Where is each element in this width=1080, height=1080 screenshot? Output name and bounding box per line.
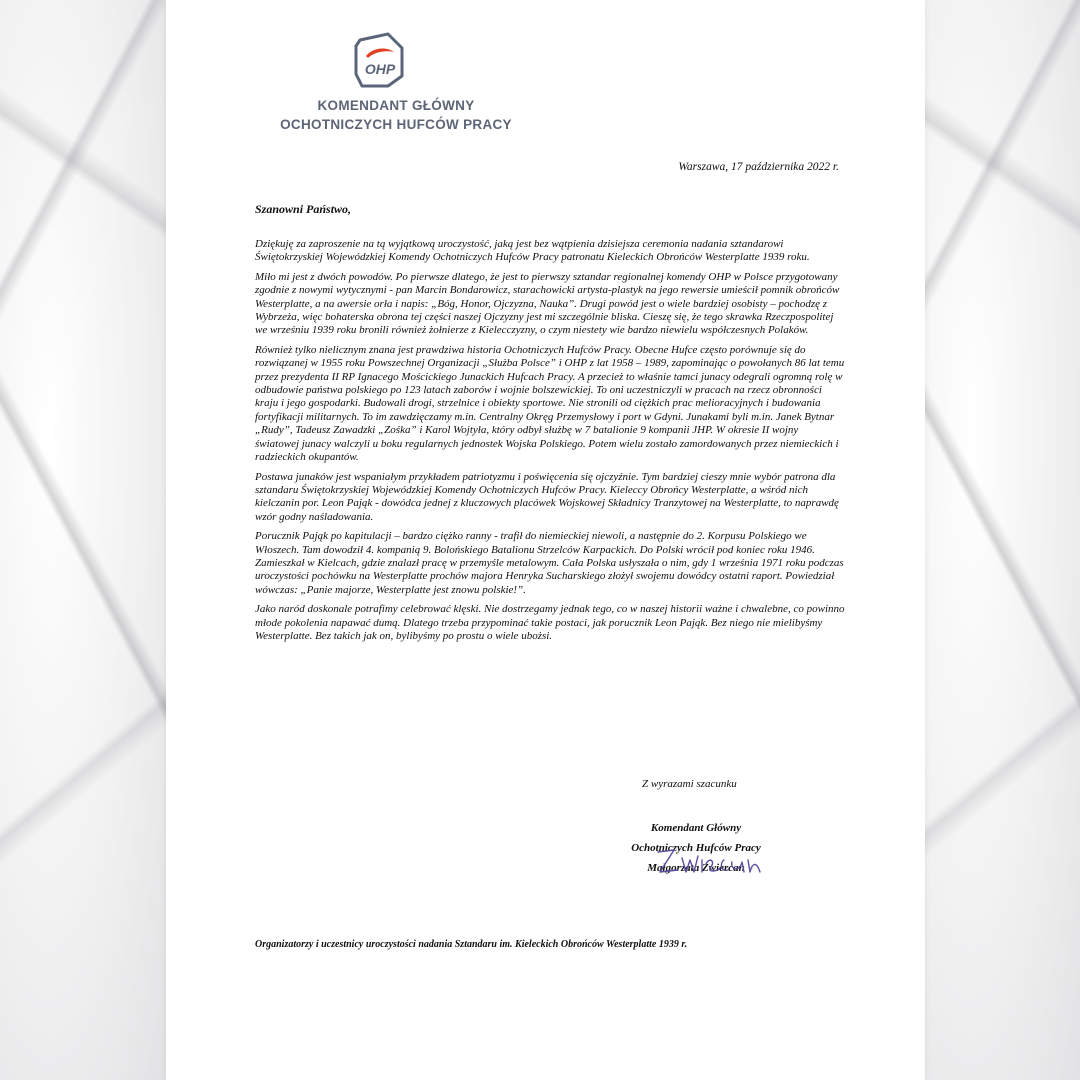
letter-page bbox=[166, 0, 925, 1080]
salutation: Szanowni Państwo, bbox=[255, 202, 352, 216]
paragraph-4: Postawa junaków jest wspaniałym przykładem patriotyzmu i poświęcenia się ojczyźnie. Tym bardziej cieszy mnie wybór patrona dla sztandaru Świętokrzyskiej Wojewódzkiej Komendy Ochotniczych Hufców Pracy. Kieleccy Obrońcy Westerplatte, a wśród nich kielczanin por. Leon Pająk - dowódca jednej z kluczowych placówek Wojskowej Składnicy Tranzytowej na Westerplatte, to naprawdę wzór godny naśladowania. bbox=[255, 470, 839, 523]
org-line-2: OCHOTNICZYCH HUFCÓW PRACY bbox=[280, 117, 512, 132]
signatory-name: Małgorzata Zwiercan bbox=[647, 862, 745, 874]
paragraph-3: Również tylko nielicznym znana jest prawdziwa historia Ochotniczych Hufców Pracy. Obecne Hufce często porównuje się do rozwiązanej w 1955 roku Powszechnej Organizacji „Służba Polsce” i OHP z lat 1958 – 1989, zapominając o powołanych 86 lat temu przez prezydenta II RP Ignacego Mościckiego Junackich Hufcach Pracy. A przecież to właśnie tamci junacy odegrali ogromną rolę w odbudowie państwa polskiego po 123 latach zaborów i wojnie bolszewickiej. To oni uczestniczyli w pracach na rzecz obronności kraju i jego gospodarki. Budowali drogi, strzelnice i obiekty sportowe. Nie stronili od ciężkich prac melioracyjnych i budowania fortyfikacji militarnych. To im zawdzięczamy m.in. Centralny Okręg Przemysłowy i port w Gdyni. Junakami byli m.in. Janek Bytnar „Rudy”, Tadeusz Zawadzki „Zośka” i Karol Wojtyła, który odbył służbę w 7 batalionie 9 kompanii JHP. W okresie II wojny światowej junacy walczyli u boku regularnych jednostek Wojska Polskiego. Potem wielu zostało zamordowanych przez niemieckich i radzieckich okupantów. bbox=[255, 343, 845, 464]
org-line-1: KOMENDANT GŁÓWNY bbox=[317, 98, 475, 113]
ohp-logo bbox=[352, 30, 412, 90]
signatory-title-1: Komendant Główny bbox=[650, 822, 742, 834]
marble-background-right bbox=[925, 0, 1080, 1080]
letter-body bbox=[255, 238, 845, 649]
handwritten-signature bbox=[652, 842, 772, 880]
footer-note: Organizatorzy i uczestnicy uroczystości nadania Sztandaru im. Kieleckich Obrońców Westerplatte 1939 r. bbox=[255, 939, 688, 950]
paragraph-5: Porucznik Pająk po kapitulacji – bardzo ciężko ranny - trafił do niemieckiej niewoli, a następnie do 2. Korpusu Polskiego we Włoszech. Tam dowodził 4. kompanią 9. Bolońskiego Batalionu Strzelców Karpackich. Do Polski wrócił pod koniec roku 1946. Zamieszkał w Kielcach, gdzie znalazł pracę w przemyśle metalowym. Cała Polska usłyszała o nim, gdy 1 września 1971 roku podczas uroczystości pochówku na Westerplatte prochów majora Henryka Sucharskiego złożył swojemu dowódcy ostatni raport. Powiedział wówczas: „Panie majorze, Westerplatte jest znowu polskie!”. bbox=[255, 530, 844, 596]
paragraph-1: Dziękuję za zaproszenie na tą wyjątkową uroczystość, jaką jest bez wątpienia dzisiejsza ceremonia nadania sztandarowi Świętokrzyskiej Wojewódzkiej Komendy Ochotniczych Hufców Pracy patronatu Kieleckich Obrońców Westerplatte 1939 roku. bbox=[255, 238, 810, 264]
logo-text: OHP bbox=[364, 61, 396, 77]
marble-background-left bbox=[0, 0, 166, 1080]
organization-name bbox=[246, 96, 546, 134]
paragraph-2: Miło mi jest z dwóch powodów. Po pierwsze dlatego, że jest to pierwszy sztandar regionalnej komendy OHP w Polsce przygotowany zgodnie z nowymi wytycznymi - pan Marcin Bondarowicz, starachowicki artysta-plastyk na jego rewersie umieścił pomnik obrońców Westerplatte, a na awersie orła i napis: „Bóg, Honor, Ojczyzna, Nauka”. Drugi powód jest o wiele bardziej osobisty – pochodzę z Wybrzeża, więc bohaterska obrona tej części naszej Ojczyzny jest mi szczególnie bliska. Cieszę się, że tego skrawka Rzeczpospolitej we wrześniu 1939 roku bronili również żołnierze z Kielecczyzny, o czym niestety wie bardzo niewielu współczesnych Polaków. bbox=[255, 270, 840, 337]
letter-date: Warszawa, 17 października 2022 r. bbox=[678, 161, 839, 173]
signatory-title-2: Ochotniczych Hufców Pracy bbox=[631, 842, 761, 854]
paragraph-6: Jako naród doskonale potrafimy celebrować klęski. Nie dostrzegamy jednak tego, co w naszej historii ważne i chwalebne, co powinno młode pokolenia napawać dumą. Dlatego trzeba przypominać takie postaci, jak porucznik Leon Pająk. Bez niego nie mielibyśmy Westerplatte. Bez takich jak on, bylibyśmy po prostu o wiele ubożsi. bbox=[255, 603, 845, 642]
closing-phrase: Z wyrazami szacunku bbox=[642, 778, 737, 790]
